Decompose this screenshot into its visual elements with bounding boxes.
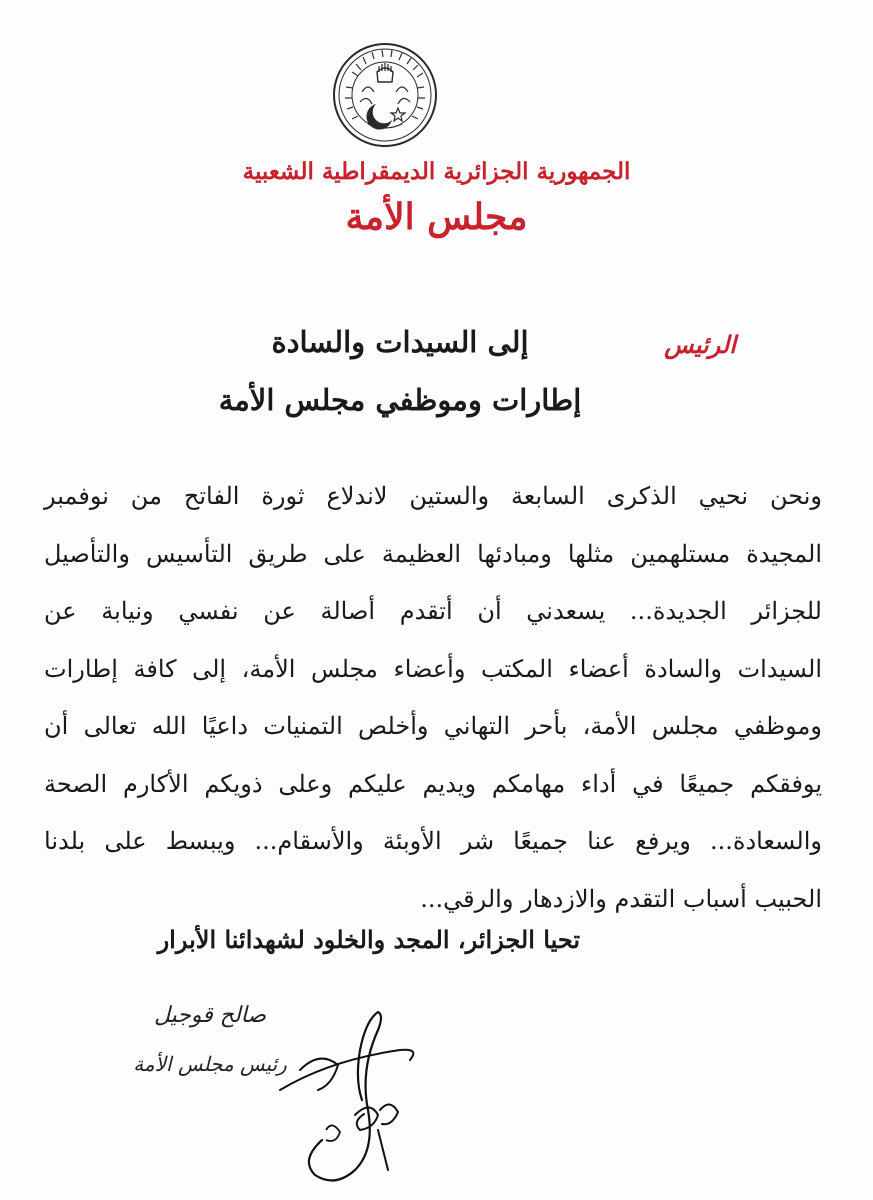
body-line: يوفقكم جميعًا في أداء مهامكم ويديم عليكم وعلى ذويكم الأكارم الصحة <box>44 769 822 798</box>
president-label: الرئيس <box>664 330 736 359</box>
signatory-title: رئيس مجلس الأمة <box>133 1052 287 1076</box>
state-seal-emblem <box>332 42 438 148</box>
body-line: وموظفي مجلس الأمة، بأحر التهاني وأخلص التمنيات داعيًا الله تعالى أن <box>44 712 822 740</box>
letter-body <box>44 468 822 928</box>
body-line: السيدات والسادة أعضاء المكتب وأعضاء مجلس الأمة، إلى كافة إطارات <box>44 654 822 683</box>
republic-header: الجمهورية الجزائرية الديمقراطية الشعبية <box>242 158 631 185</box>
body-line: والسعادة... ويرفع عنا جميعًا شر الأوبئة والأسقام... ويبسط على بلدنا <box>44 827 822 855</box>
signatory-name: صالح قوجيل <box>153 1003 267 1028</box>
body-line: للجزائر الجديدة... يسعدني أن أتقدم أصالة عن نفسي ونيابة عن <box>44 597 822 625</box>
body-line: الحبيب أسباب التقدم والازدهار والرقي... <box>420 884 822 913</box>
council-header: مجلس الأمة <box>345 196 528 238</box>
body-line: المجيدة مستلهمين مثلها ومبادئها العظيمة على طريق التأسيس والتأصيل <box>44 539 822 568</box>
closing-salutation: تحيا الجزائر، المجد والخلود لشهدائنا الأبرار <box>157 925 580 954</box>
handwritten-signature <box>260 990 440 1190</box>
addressee-line-2: إطارات وموظفي مجلس الأمة <box>218 383 582 417</box>
body-line: ونحن نحيي الذكرى السابعة والستين لاندلاع ثورة الفاتح من نوفمبر <box>44 482 822 510</box>
addressee-line-1: إلى السيدات والسادة <box>271 325 529 359</box>
